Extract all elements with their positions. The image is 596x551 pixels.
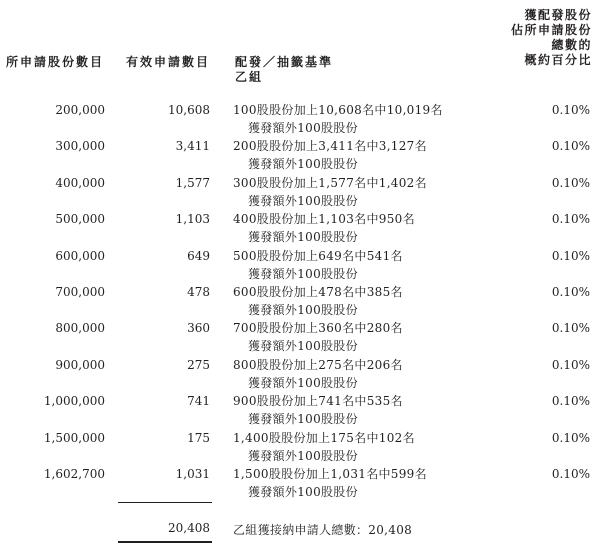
basis-line1-cell: 200股股份加上3,411名中3,127名	[233, 139, 427, 154]
column-header-applied-shares: 所申請股份數目	[6, 55, 105, 69]
applied-shares-cell: 800,000	[55, 321, 105, 336]
table-row	[0, 247, 596, 283]
approx-percentage-cell: 0.10%	[551, 321, 590, 336]
approx-percentage-cell: 0.10%	[551, 394, 590, 409]
basis-line1-cell: 500股股份加上649名中541名	[233, 248, 403, 263]
basis-line2-cell: 獲發額外100股股份	[248, 157, 358, 172]
subtotal-rule	[118, 502, 212, 503]
applied-shares-cell: 1,000,000	[43, 394, 105, 409]
approx-percentage-cell: 0.10%	[551, 139, 590, 154]
table-row	[0, 319, 596, 355]
pct-header-line: 總數的	[551, 38, 592, 52]
table-row	[0, 137, 596, 173]
applied-shares-cell: 400,000	[55, 175, 105, 190]
column-header-basis-of-allocation: 配發／抽籤基準	[235, 55, 334, 69]
valid-applications-cell: 741	[187, 394, 210, 409]
valid-applications-cell: 360	[187, 321, 210, 336]
approx-percentage-cell: 0.10%	[551, 285, 590, 299]
table-row	[0, 174, 596, 210]
pct-header-line: 獲配發股份	[524, 8, 592, 22]
table-row	[0, 465, 596, 501]
table-row	[0, 392, 596, 428]
basis-line2-cell: 獲發額外100股股份	[248, 448, 358, 463]
approx-percentage-cell: 0.10%	[551, 357, 590, 372]
basis-line1-cell: 100股股份加上10,608名中10,019名	[233, 103, 443, 117]
applied-shares-cell: 1,602,700	[43, 467, 105, 481]
approx-percentage-cell: 0.10%	[551, 467, 590, 481]
basis-line2-cell: 獲發額外100股股份	[248, 303, 358, 317]
applied-shares-cell: 900,000	[55, 357, 105, 372]
valid-applications-cell: 649	[187, 248, 210, 263]
pct-header-line: 佔所申請股份	[510, 23, 592, 37]
table-row	[0, 283, 596, 319]
approx-percentage-cell: 0.10%	[551, 175, 590, 190]
basis-line1-cell: 900股股份加上741名中535名	[233, 394, 403, 409]
total-double-rule	[118, 541, 212, 543]
valid-applications-cell: 10,608	[168, 103, 210, 117]
basis-line1-cell: 700股股份加上360名中280名	[233, 321, 403, 336]
table-row	[0, 101, 596, 137]
applied-shares-cell: 500,000	[55, 212, 105, 227]
basis-line2-cell: 獲發額外100股股份	[248, 121, 358, 135]
basis-line1-cell: 800股股份加上275名中206名	[233, 357, 403, 372]
table-row	[0, 429, 596, 465]
applied-shares-cell: 700,000	[55, 285, 105, 299]
approx-percentage-cell: 0.10%	[551, 212, 590, 227]
valid-applications-cell: 3,411	[175, 139, 210, 154]
applied-shares-cell: 600,000	[55, 248, 105, 263]
approx-percentage-cell: 0.10%	[551, 248, 590, 263]
basis-line2-cell: 獲發額外100股股份	[248, 266, 358, 281]
basis-line2-cell: 獲發額外100股股份	[248, 193, 358, 208]
basis-line1-cell: 1,400股股份加上175名中102名	[233, 430, 415, 445]
valid-applications-cell: 1,103	[175, 212, 210, 227]
basis-line1-cell: 1,500股股份加上1,031名中599名	[233, 467, 427, 481]
approx-percentage-cell: 0.10%	[551, 430, 590, 445]
column-header-valid-applications: 有效申請數目	[126, 55, 211, 69]
column-header-pool-label: 乙組	[235, 70, 264, 84]
basis-line1-cell: 300股股份加上1,577名中1,402名	[233, 175, 427, 190]
valid-applications-cell: 1,031	[175, 467, 210, 481]
basis-line2-cell: 獲發額外100股股份	[248, 485, 358, 499]
pct-header-line: 概約百分比	[524, 53, 592, 67]
basis-line1-cell: 400股股份加上1,103名中950名	[233, 212, 415, 227]
basis-line1-cell: 600股股份加上478名中385名	[233, 285, 403, 299]
basis-line2-cell: 獲發額外100股股份	[248, 412, 358, 427]
table-row	[0, 356, 596, 392]
valid-applications-cell: 175	[187, 430, 210, 445]
applied-shares-cell: 1,500,000	[43, 430, 105, 445]
valid-applications-cell: 478	[187, 285, 210, 299]
basis-line2-cell: 獲發額外100股股份	[248, 339, 358, 354]
basis-line2-cell: 獲發額外100股股份	[248, 230, 358, 245]
applied-shares-cell: 200,000	[55, 103, 105, 117]
total-successful-applicants-label: 乙組獲接納申請人總數：20,408	[233, 523, 413, 537]
table-row	[0, 210, 596, 246]
valid-applications-cell: 275	[187, 357, 210, 372]
approx-percentage-cell: 0.10%	[551, 103, 590, 117]
total-valid-applications: 20,408	[168, 521, 210, 535]
applied-shares-cell: 300,000	[55, 139, 105, 154]
valid-applications-cell: 1,577	[175, 175, 210, 190]
basis-line2-cell: 獲發額外100股股份	[248, 375, 358, 390]
column-header-approx-percentage	[511, 8, 592, 68]
